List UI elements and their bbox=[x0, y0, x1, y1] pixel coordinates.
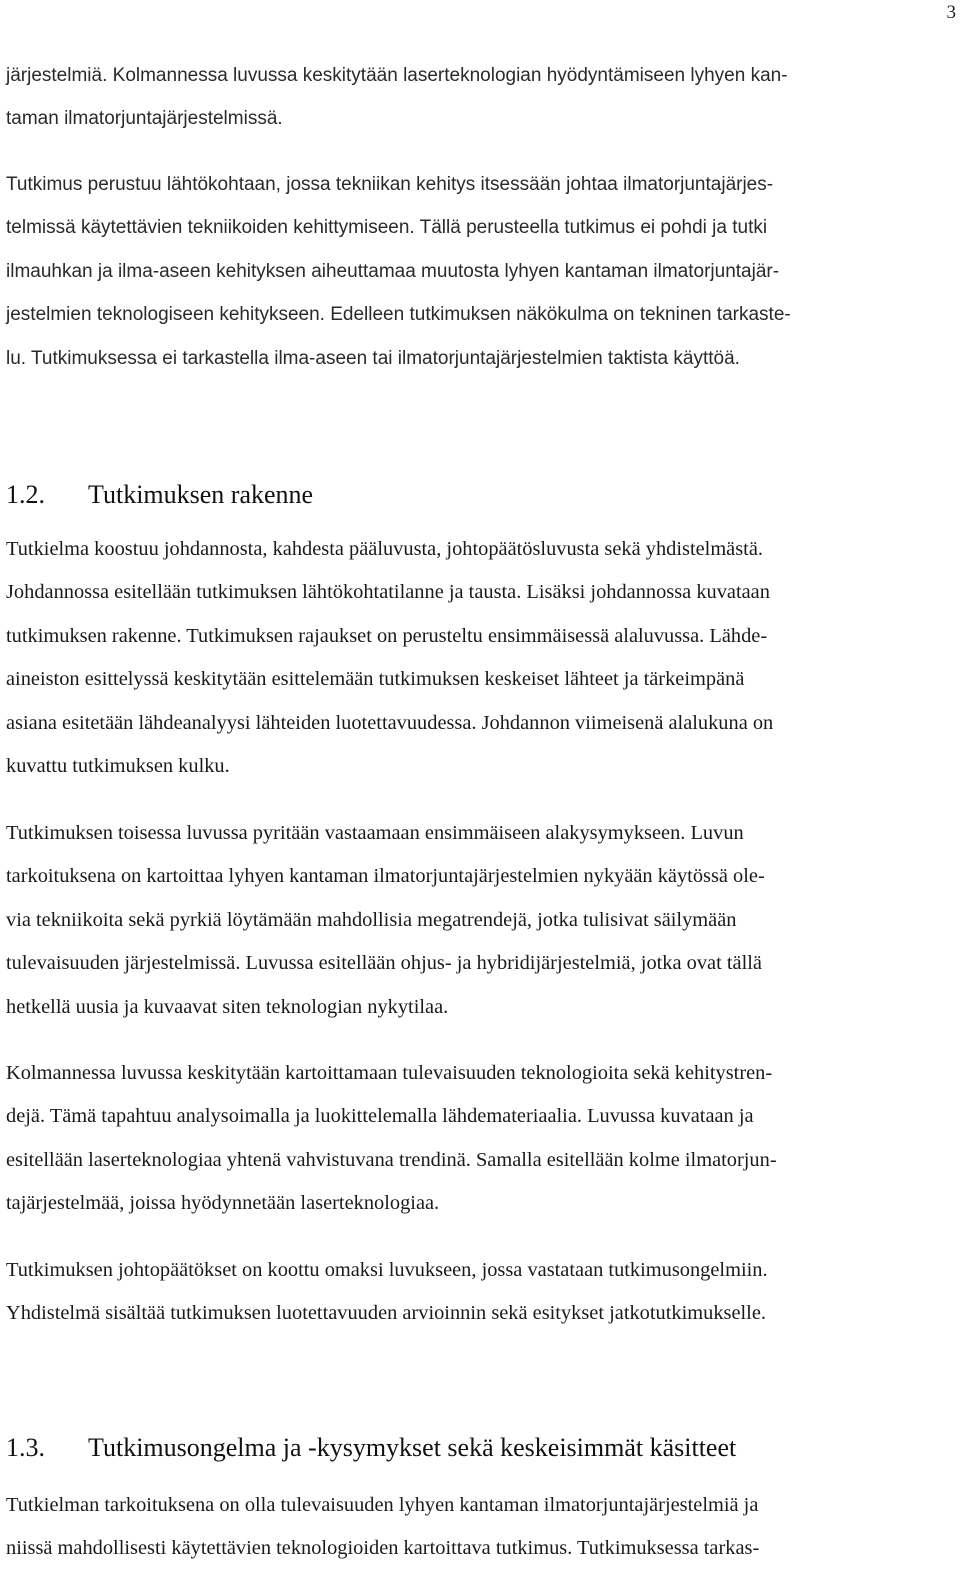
section-1-2-paragraph-4 bbox=[6, 1249, 944, 1336]
section-number: 1.3. bbox=[6, 1433, 45, 1462]
paragraph-text: Tutkielma koostuu johdannosta, kahdesta pääluvusta, johtopäätösluvusta sekä yhdistelmästä. Johdannossa esitellään tutkimuksen lähtökohtatilanne ja tausta. Lisäksi johdannossa kuvataan tutkimuksen rakenne. Tutkimuksen rajaukset on perusteltu ensimmäisessä alaluvussa. Lähde- aineiston esittelyssä keskitytään esittelemään tutkimuksen keskeiset lähteet ja tärkeimpänä asiana esitetään lähdeanalyysi lähteiden luotettavuudessa. Johdannon viimeisenä alalukuna on kuvattu tutkimuksen kulku. bbox=[6, 538, 774, 778]
section-1-3-paragraph-1 bbox=[6, 1484, 944, 1571]
page-number: 3 bbox=[946, 2, 956, 23]
paragraph-text: Tutkimus perustuu lähtökohtaan, jossa tekniikan kehitys itsessään johtaa ilmatorjuntajärjes- telmissä käytettävien tekniikoiden kehittymiseen. Tällä perusteella tutkimus ei pohdi ja tutki ilmauhkan ja ilma-aseen kehityksen aiheuttamaa muutosta lyhyen kantaman ilmatorjuntajär- jestelmien teknologiseen kehitykseen. Edelleen tutkimuksen näkökulma on tekninen tarkaste- lu. Tutkimuksessa ei tarkastella ilma-aseen tai ilmatorjuntajärjestelmien taktista käyttöä. bbox=[6, 174, 791, 369]
paragraph-text: Tutkimuksen toisessa luvussa pyritään vastaamaan ensimmäiseen alakysymykseen. Luvun tarkoituksena on kartoittaa lyhyen kantaman ilmatorjuntajärjestelmien nykyään käytössä ole- via tekniikoita sekä pyrkiä löytämään mahdollisia megatrendejä, jotka tulisivat säilymään tulevaisuuden järjestelmissä. Luvussa esitellään ohjus- ja hybridijärjestelmiä, jotka ovat tällä hetkellä uusia ja kuvaavat siten teknologian nykytilaa. bbox=[6, 822, 765, 1018]
section-title: Tutkimusongelma ja -kysymykset sekä keskeisimmät käsitteet bbox=[88, 1433, 737, 1462]
section-1-2-paragraph-3 bbox=[6, 1052, 944, 1226]
paragraph-text: järjestelmiä. Kolmannessa luvussa keskitytään laserteknologian hyödyntämiseen lyhyen kan- taman ilmatorjuntajärjestelmissä. bbox=[6, 65, 788, 130]
paragraph-text: Tutkimuksen johtopäätökset on koottu omaksi luvukseen, jossa vastataan tutkimusongelmiin. Yhdistelmä sisältää tutkimuksen luotettavuuden arvioinnin sekä esitykset jatkotutkimukselle. bbox=[6, 1259, 768, 1325]
section-heading-1-3 bbox=[6, 1433, 736, 1463]
intro-paragraph-2 bbox=[6, 163, 944, 380]
section-title: Tutkimuksen rakenne bbox=[88, 480, 314, 509]
section-1-2-paragraph-1 bbox=[6, 528, 944, 788]
section-number: 1.2. bbox=[6, 480, 45, 509]
intro-paragraph-1 bbox=[6, 54, 944, 141]
paragraph-text: Tutkielman tarkoituksena on olla tulevaisuuden lyhyen kantaman ilmatorjuntajärjestelmiä ja niissä mahdollisesti käytettävien teknologioiden kartoittava tutkimus. Tutkimuksessa tarkas- bbox=[6, 1494, 760, 1560]
section-1-2-paragraph-2 bbox=[6, 812, 944, 1029]
section-heading-1-2 bbox=[6, 480, 313, 510]
paragraph-text: Kolmannessa luvussa keskitytään kartoittamaan tulevaisuuden teknologioita sekä kehitystren- dejä. Tämä tapahtuu analysoimalla ja luokittelemalla lähdemateriaalia. Luvussa kuvataan ja esitellään laserteknologiaa yhtenä vahvistuvana trendinä. Samalla esitellään kolme ilmatorjun- tajärjestelmää, joissa hyödynnetään laserteknologiaa. bbox=[6, 1062, 777, 1215]
